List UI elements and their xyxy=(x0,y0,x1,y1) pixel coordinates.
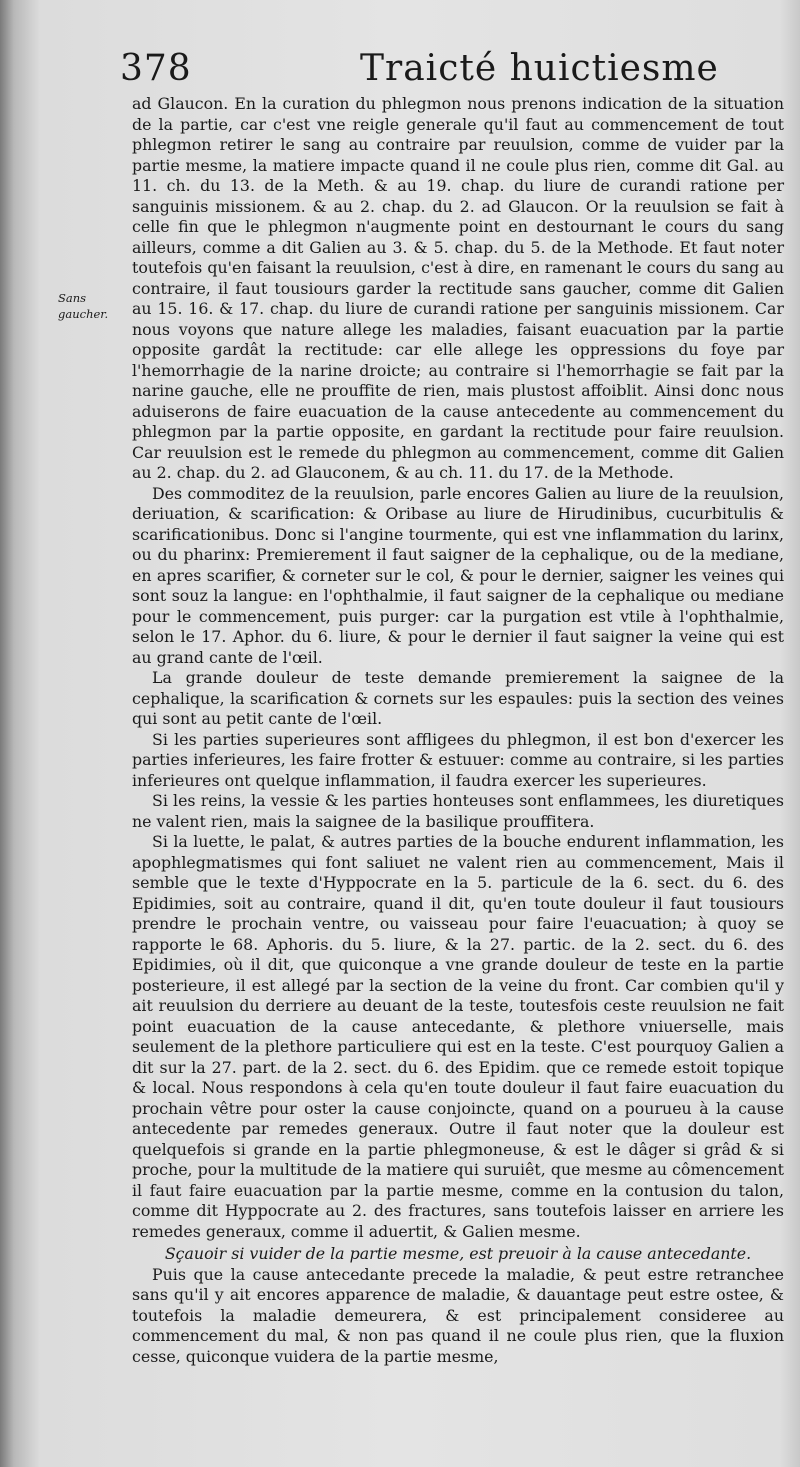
body-text xyxy=(132,94,784,1367)
paragraph: Puis que la cause antecedante precede la maladie, & peut estre retranchee sans qu'il y ait encores apparence de maladie, & dauantage peut estre ostee, & toutefois la maladie demeurera, & est principalement consideree au commencement du mal, & non pas quand il ne coule plus rien, que la fluxion cesse, quiconque vuidera de la partie mesme, xyxy=(132,1264,784,1366)
running-head xyxy=(120,48,780,98)
paragraph: Si la luette, le palat, & autres parties de la bouche endurent inflammation, les apophlegmatismes qui font saliuet ne valent rien au commencement, Mais il semble que le texte d'Hyppocrate en la 5. particule de la 6. sect. du 6. des Epidimies, soit au contraire, quand il dit, qu'en toute douleur il faut tousiours prendre le prochain ventre, ou vaisseau pour faire l'euacuation; à quoy se rapporte le 68. Aphoris. du 5. liure, & la 27. partic. de la 2. sect. du 6. des Epidimies, où il dit, que quiconque a vne grande douleur de teste en la partie posterieure, il est allegé par la section de la veine du front. Car combien qu'il y ait reuulsion du derriere au deuant de la teste, toutesfois ceste reuulsion ne fait point euacuation de la cause antecedante, & plethore vniuerselle, mais seulement de la plethore particuliere qui est en la teste. C'est pourquoy Galien a dit sur la 27. part. de la 2. sect. du 6. des Epidim. que ce remede estoit topique & local. Nous respondons à cela qu'en toute douleur il faut faire euacuation du prochain vêtre pour oster la cause conjoincte, quand on a pourueu à la cause antecedente par remedes generaux. Outre il faut noter que la douleur est quelquefois si grande en la partie phlegmoneuse, & est le dâger si grâd & si proche, pour la multitude de la matiere qui suruiêt, que mesme au cômencement il faut faire euacuation par la partie mesme, comme en la contusion du talon, comme dit Hyppocrate au 2. des fractures, sans toutefois laisser en arriere les remedes generaux, comme il aduertit, & Galien mesme. xyxy=(132,832,784,1241)
paragraph: La grande douleur de teste demande premierement la saignee de la cephalique, la scarification & cornets sur les espaules: puis la section des veines qui sont au petit cante de l'œil. xyxy=(132,668,784,728)
margin-note: Sans gaucher. xyxy=(58,291,109,321)
section-heading: Sçauoir si vuider de la partie mesme, est preuoir à la cause antecedante. xyxy=(164,1244,752,1263)
paragraph: ad Glaucon. En la curation du phlegmon nous prenons indication de la situation de la partie, car c'est vne reigle generale qu'il faut au commencement de tout phlegmon retirer le sang au contraire par reuulsion, comme de vuider par la partie mesme, la matiere impacte quand il ne coule plus rien, comme dit Gal. au 11. ch. du 13. de la Meth. & au 19. chap. du liure de curandi ratione per sanguinis missionem. & au 2. chap. du 2. ad Glaucon. Or la reuulsion se fait à celle fin que le phlegmon n'augmente point en destournant le cours du sang ailleurs, comme a dit Galien au 3. & 5. chap. du 5. de la Methode. Et faut noter toutefois qu'en faisant la reuulsion, c'est à dire, en ramenant le cours du sang au contraire, il faut tousiours garder la rectitude sans gaucher, comme dit Galien au 15. 16. & 17. chap. du liure de curandi ratione per sanguinis missionem. Car nous voyons que nature allege les maladies, faisant euacuation par la partie opposite gardât la rectitude: car elle allege les oppressions du foye par l'hemorrhagie de la narine droicte; au contraire si l'hemorrhagie se fait par la narine gauche, elle ne prouffite de rien, mais plustost affoiblit. Ainsi donc nous aduiserons de faire euacuation de la cause antecedente au commencement du phlegmon par la partie opposite, en gardant la rectitude pour faire reuulsion. Car reuulsion est le remede du phlegmon au commencement, comme dit Galien au 2. chap. du 2. ad Glauconem, & au ch. 11. du 17. de la Methode. xyxy=(132,94,784,482)
paragraph: Des commoditez de la reuulsion, parle encores Galien au liure de la reuulsion, deriuation, & scarification: & Oribase au liure de Hirudinibus, cucurbitulis & scarificationibus. Donc si l'angine tourmente, qui est vne inflammation du larinx, ou du pharinx: Premierement il faut saigner de la cephalique, ou de la mediane, en apres scarifier, & corneter sur le col, & pour le dernier, saigner les veines qui sont souz la langue: en l'ophthalmie, il faut saigner de la cephalique ou mediane pour le commencement, puis purger: car la purgation est vtile à l'ophthalmie, selon le 17. Aphor. du 6. liure, & pour le dernier il faut saigner la veine qui est au grand cante de l'œil. xyxy=(132,483,784,667)
paragraph: Si les parties superieures sont affligees du phlegmon, il est bon d'exercer les parties inferieures, les faire frotter & estuuer: comme au contraire, si les parties inferieures ont quelque inflammation, il faudra exercer les superieures. xyxy=(132,729,784,790)
page-number: 378 xyxy=(120,48,192,89)
paragraph: Si les reins, la vessie & les parties honteuses sont enflammees, les diuretiques ne valent rien, mais la saignee de la basilique prouffitera. xyxy=(132,791,784,831)
running-title: Traicté huictiesme xyxy=(360,48,719,89)
